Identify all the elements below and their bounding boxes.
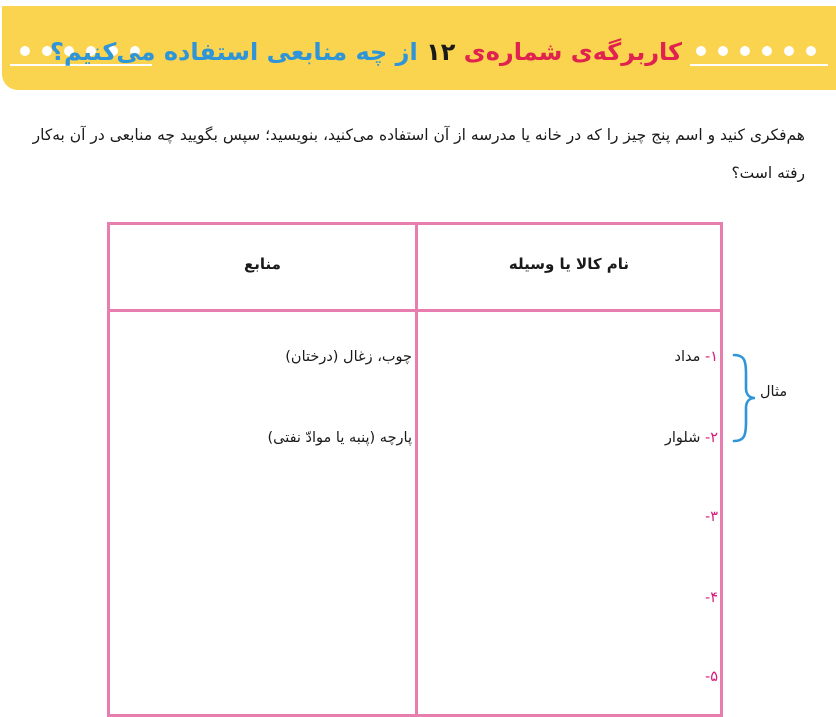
title-number: ۱۲ <box>426 38 456 66</box>
dot <box>696 46 706 56</box>
page-title <box>50 34 682 70</box>
decorative-dots-right <box>696 41 816 61</box>
row-resource: پارچه (پنبه یا موادّ نفتی) <box>267 430 412 446</box>
dot <box>762 46 772 56</box>
table-row <box>705 590 718 606</box>
curly-brace-icon <box>732 352 758 444</box>
column-header-item: نام کالا یا وسیله <box>508 255 630 273</box>
title-question: از چه منابعی استفاده می‌کنیم؟ <box>50 38 418 66</box>
row-item: مداد <box>674 349 701 365</box>
column-header-resources: منابع <box>244 255 281 273</box>
dot <box>718 46 728 56</box>
table-row <box>665 430 718 446</box>
table-row <box>705 669 718 685</box>
table-row <box>674 349 718 365</box>
row-number: ۵- <box>704 669 718 685</box>
row-number: ۳- <box>704 509 718 525</box>
row-number: ۴- <box>704 590 718 606</box>
underline-right <box>690 64 828 66</box>
title-worksheet: کاربرگه‌ی شماره‌ی <box>463 38 682 66</box>
table-row <box>705 509 718 525</box>
dot <box>784 46 794 56</box>
header-banner <box>2 6 836 90</box>
instruction-text: هم‌فکری کنید و اسم پنج چیز را که در خانه یا مدرسه از آن استفاده می‌کنید، بنویسید؛ سپس بگویید چه منابعی در آن به‌کار رفته است؟ <box>32 126 805 182</box>
dot <box>20 46 30 56</box>
example-label: مثال <box>760 384 788 400</box>
header-divider <box>110 309 720 312</box>
dot <box>806 46 816 56</box>
row-number: ۱- <box>704 349 718 365</box>
row-item: شلوار <box>664 430 701 446</box>
row-number: ۲- <box>704 430 718 446</box>
row-resource: چوب، زغال (درختان) <box>285 349 412 365</box>
worksheet-table <box>107 222 723 717</box>
dot <box>740 46 750 56</box>
column-divider <box>415 225 418 714</box>
